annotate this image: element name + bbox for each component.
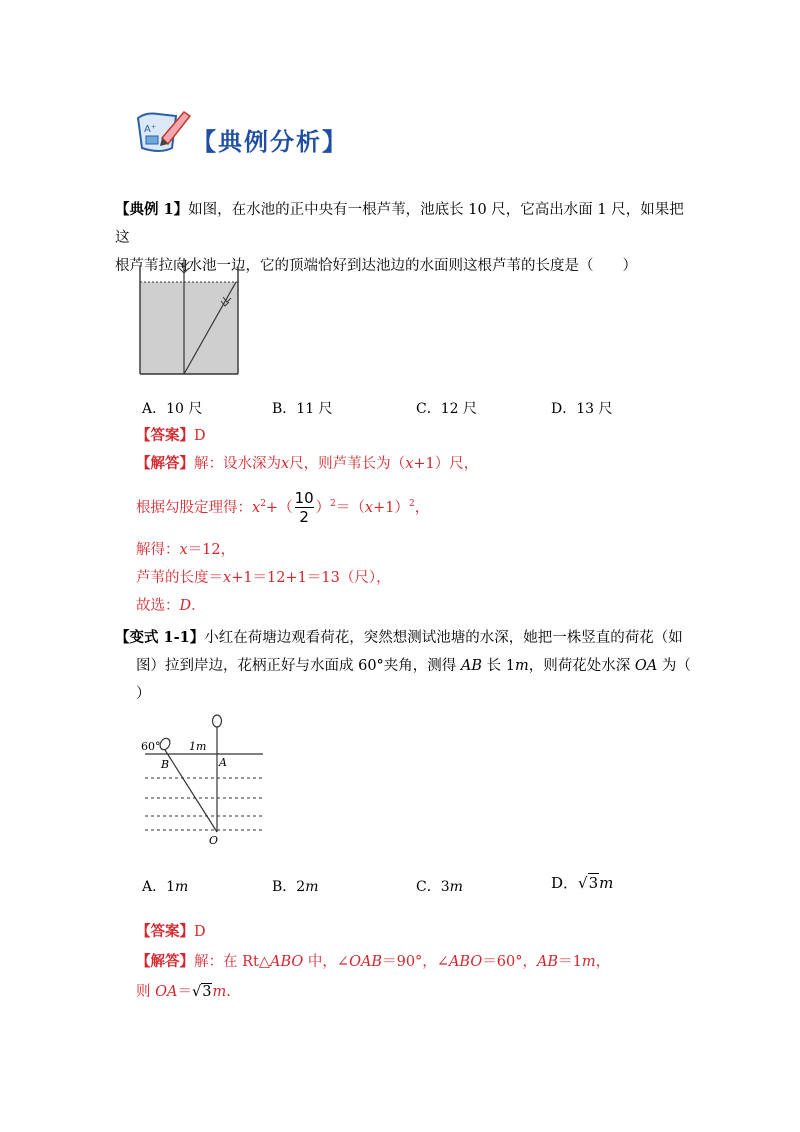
point-b-label: B [161,758,170,771]
example-1-solution-line3: 解得：x＝12， [136,542,236,558]
variant-tag: 【变式 1-1】 [115,629,205,646]
example-1-solution-line5: 故选：D． [136,598,206,614]
angle-label: 60° [141,740,161,753]
example-1-solution-line1: 【解答】解：设水深为x尺，则芦苇长为（x+1）尺， [136,455,479,472]
figure-pool [135,254,245,376]
section-title: 【典例分析】 [192,128,348,156]
answer-value: D [194,428,206,444]
option-a: A．10 尺 [142,401,203,417]
fraction-10-2: $\frac{10}{2}$ [294,489,314,527]
header-icon [132,104,192,160]
example-1-line1: 如图，在水池的正中央有一根芦苇，池底长 10 尺，它高出水面 1 尺，如果把这 [115,202,684,246]
variant-option-d: D．√3m [551,874,614,892]
example-1-solution-line2: 根据勾股定理得：$x^2+$（ $\frac{10}{2}$ ）$^2=(x+1)^2$， [136,489,430,527]
option-b: B．11 尺 [272,401,333,417]
svg-text:A⁺: A⁺ [144,124,157,135]
solution-tag: 【解答】 [136,455,194,472]
sqrt-symbol-2: √3 [191,984,212,1000]
length-label: 1m [189,740,207,753]
example-1-solution-line4: 芦苇的长度＝x+1＝12+1＝13（尺）， [136,570,391,586]
example-1-answer [136,422,206,450]
variant-option-c: C．3m [416,879,463,895]
figure-lotus [135,712,265,848]
option-d: D．13 尺 [551,401,613,417]
variant-solution-line1: 【解答】解：在 Rt△ABO 中，∠OAB＝90°，∠ABO＝60°，AB＝1m， [136,953,611,970]
point-a-label: A [219,756,227,769]
variant-solution-line2: 则 OA＝√3m. [136,978,231,1006]
variant-option-b: B．2m [272,879,319,895]
variant-answer: 【答案】D [136,923,206,940]
example-1-line2: 根芦苇拉向水池一边，它的顶端恰好到达池边的水面则这根芦苇的长度是（ ） [115,258,637,274]
example-1-tag: 【典例 1】 [115,201,189,218]
answer-tag: 【答案】 [136,427,194,444]
option-c: C．12 尺 [416,401,477,417]
point-o-label: O [209,834,219,847]
sqrt-symbol: √3 [578,874,599,892]
variant-option-a: A．1m [142,879,189,895]
variant-1-text: 【变式 1-1】小红在荷塘边观看荷花，突然想测试池塘的水深，她把一株竖直的荷花（如 图）拉到岸边，花柄正好与水面成 60°夹角，测得 AB 长 1m，则荷花处水深 OA 为（ ） [115,629,691,702]
pencil-paper-icon [132,104,192,160]
